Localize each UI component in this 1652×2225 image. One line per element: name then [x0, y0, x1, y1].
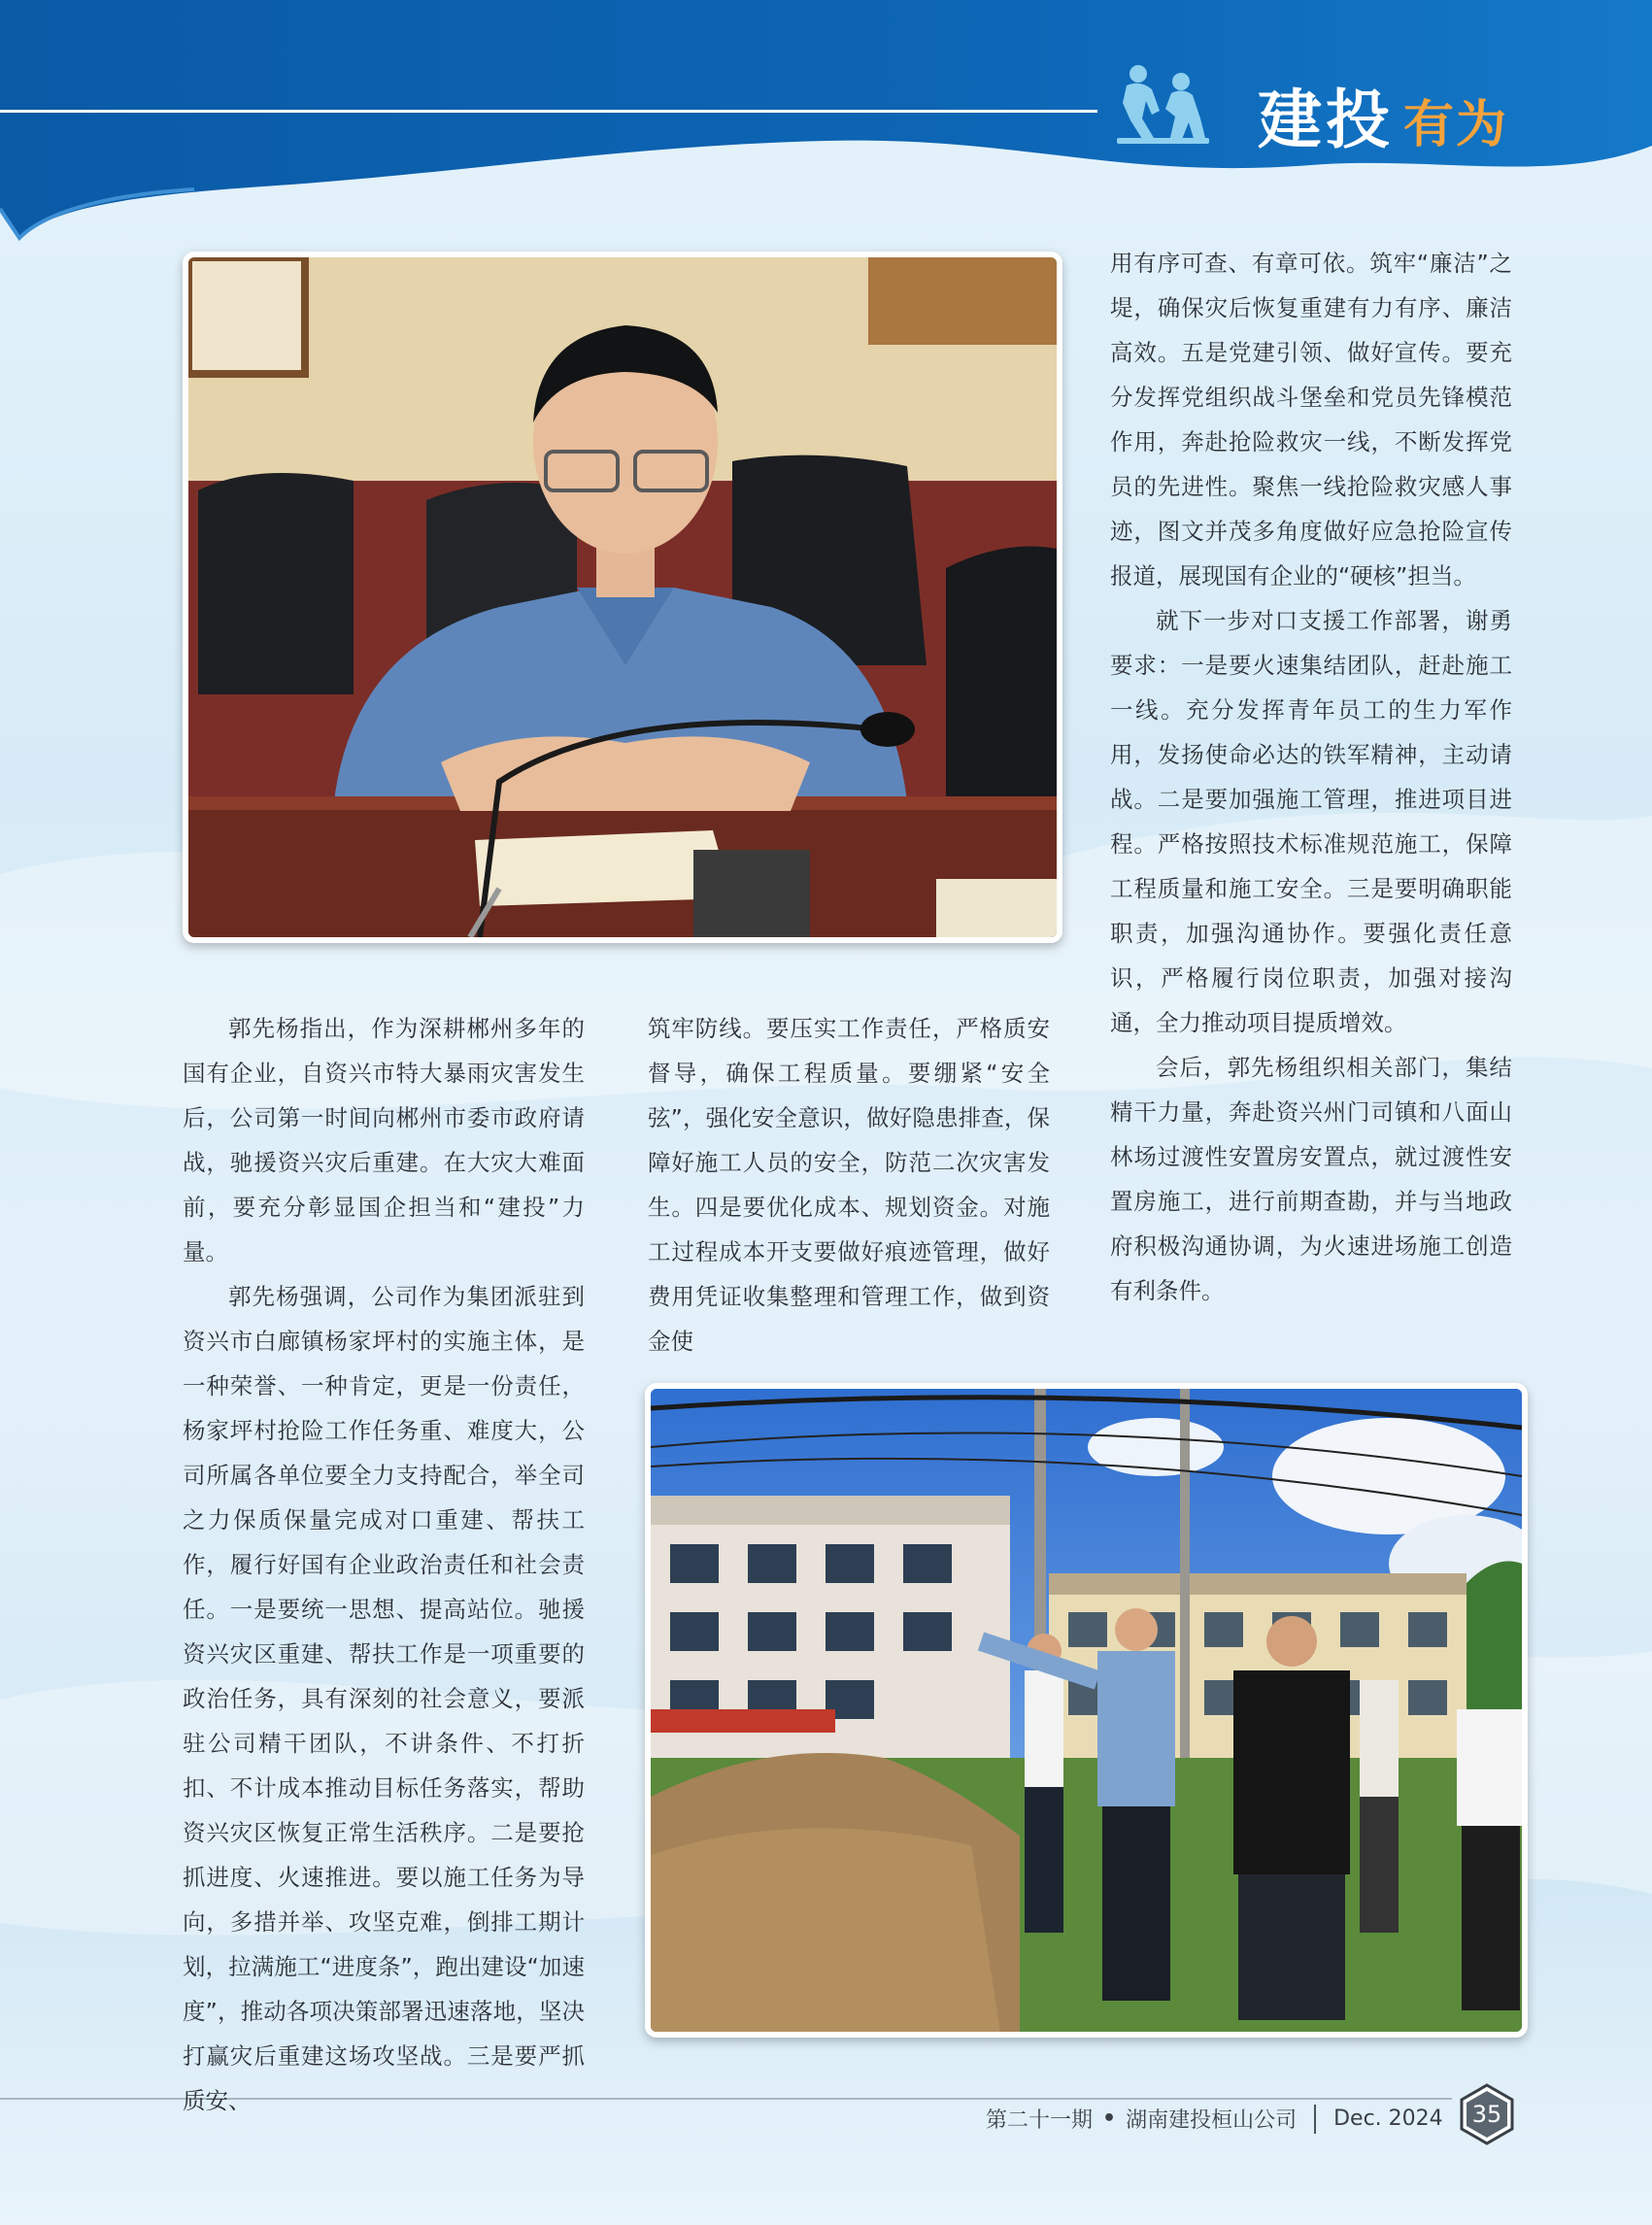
footer-company: 湖南建投桓山公司 [1126, 2108, 1298, 2133]
footer-dot: • [1102, 2107, 1117, 2131]
paragraph: 郭先杨强调，公司作为集团派驻到资兴市白廊镇杨家坪村的实施主体，是一种荣誉、一种肯定，更是一份责任，杨家坪村抢险工作任务重、难度大，公司所属各单位要全力支持配合，举全司之力保质保量完成对口重建、帮扶工作，履行好国有企业政治责任和社会责任。一是要统一思想、提高站位。驰援资兴灾区重建、帮扶工作是一项重要的政治任务，具有深刻的社会意义，要派驻公司精干团队，不讲条件、不打折扣、不计成本推动目标任务落实，帮助资兴灾区恢复正常生活秩序。二是要抢抓进度、火速推进。要以施工任务为导向，多措并举、攻坚克难，倒排工期计划，拉满施工“进度条”，跑出建设“加速度”，推动各项决策部署迅速落地，坚决打赢灾后重建这场攻坚战。三是要严抓质安、 [183, 1283, 585, 2114]
article-column-middle [648, 1006, 1050, 1364]
section-title-accent: 有为 [1403, 96, 1509, 154]
page-number: 35 [1471, 2101, 1502, 2128]
footer-separator [1314, 2105, 1316, 2134]
article-column-right [1110, 241, 1512, 1313]
paragraph: 郭先杨指出，作为深耕郴州多年的国有企业，自资兴市特大暴雨灾害发生后，公司第一时间向郴州市委市政府请战，驰援资兴灾后重建。在大灾大难面前，要充分彰显国企担当和“建投”力量。 [183, 1015, 585, 1265]
paragraph: 筑牢防线。要压实工作责任，严格质安督导，确保工程质量。要绷紧“安全弦”，强化安全意识，做好隐患排查，保障好施工人员的安全，防范二次灾害发生。四是要优化成本、规划资金。对施工过程成本开支要做好痕迹管理，做好费用凭证收集整理和管理工作，做到资金使 [648, 1015, 1050, 1355]
meeting-speaker-photo [183, 252, 1062, 943]
article-column-left [183, 1006, 585, 2123]
paragraph: 用有序可查、有章可依。筑牢“廉洁”之堤，确保灾后恢复重建有力有序、廉洁高效。五是党建引领、做好宣传。要充分发挥党组织战斗堡垒和党员先锋模范作用，奔赴抢险救灾一线，不断发挥党员的先进性。聚焦一线抢险救灾感人事迹，图文并茂多角度做好应急抢险宣传报道，展现国有企业的“硬核”担当。 [1110, 250, 1512, 590]
section-title-main: 建投 [1258, 82, 1394, 157]
site-inspection-photo [645, 1383, 1528, 2038]
footer [986, 2104, 1443, 2134]
footer-date: Dec. 2024 [1333, 2107, 1443, 2131]
footer-issue: 第二十一期 [986, 2108, 1094, 2133]
paragraph: 就下一步对口支援工作部署，谢勇要求：一是要火速集结团队，赶赴施工一线。充分发挥青年员工的生力军作用，发扬使命必达的铁军精神，主动请战。二是要加强施工管理，推进项目进程。严格按照技术标准规范施工，保障工程质量和施工安全。三是要明确职能职责，加强沟通协作。要强化责任意识，严格履行岗位职责，加强对接沟通，全力推动项目提质增效。 [1110, 607, 1512, 1036]
paragraph: 会后，郭先杨组织相关部门，集结精干力量，奔赴资兴州门司镇和八面山林场过渡性安置房安置点，就过渡性安置房施工，进行前期查勘，并与当地政府积极沟通协调，为火速进场施工创造有利条件。 [1110, 1054, 1512, 1304]
